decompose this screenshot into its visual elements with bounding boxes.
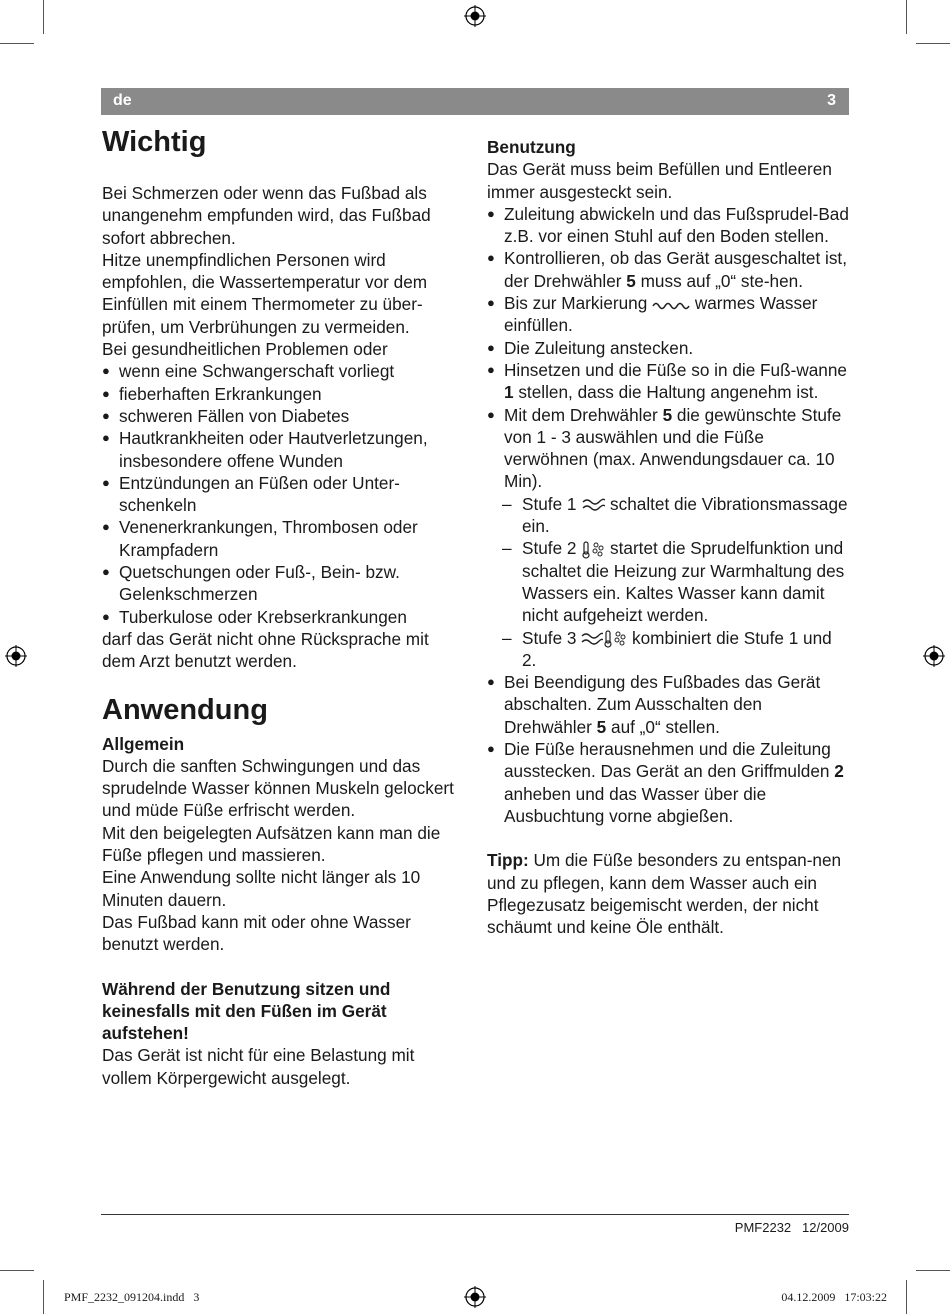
crop-mark bbox=[0, 1270, 34, 1271]
list-item: ● fieberhaften Erkrankungen bbox=[102, 383, 462, 405]
left-column bbox=[102, 125, 462, 1089]
registration-mark-icon bbox=[5, 645, 27, 667]
heading-wichtig: Wichtig bbox=[102, 126, 207, 158]
crop-mark bbox=[43, 0, 44, 34]
sub-list-item: – Stufe 2 startet die Sprudelfunktion und schaltet die Heizung zur Warmhaltung des Wassers ein. Kaltes Wasser kann damit nicht aufgeheizt werden. bbox=[487, 537, 849, 626]
subheading-benutzung: Benutzung bbox=[487, 137, 576, 157]
list-item: ● Mit dem Drehwähler 5 die gewünschte Stufe von 1 - 3 auswählen und die Füße verwöhnen (max. Anwendungsdauer ca. 10 Min). bbox=[487, 404, 849, 493]
list-item: ● Die Zuleitung anstecken. bbox=[487, 337, 849, 359]
crop-mark bbox=[906, 0, 907, 34]
registration-mark-icon bbox=[464, 1286, 486, 1308]
list-item: ● Zuleitung abwickeln und das Fußsprudel-Bad z.B. vor einen Stuhl auf den Boden stellen. bbox=[487, 203, 849, 248]
subheading-allgemein: Allgemein bbox=[102, 733, 185, 754]
wave-marking-icon bbox=[652, 299, 690, 311]
tip-paragraph: Tipp: Um die Füße besonders zu entspan-nen und zu pflegen, kann dem Wasser auch ein Pflegezusatz beigemischt werden, der nicht schäumt und keine Öle enthält. bbox=[487, 850, 842, 938]
list-item: ● Bis zur Markierung warmes Wasser einfüllen. bbox=[487, 292, 849, 337]
sub-list-item: – Stufe 1 schaltet die Vibrationsmassage ein. bbox=[487, 493, 849, 538]
list-item: ● Hautkrankheiten oder Hautverletzungen, insbesondere offene Wunden bbox=[102, 427, 462, 472]
vibration-icon bbox=[581, 497, 605, 513]
crop-mark bbox=[916, 1270, 950, 1271]
crop-mark bbox=[0, 43, 34, 44]
list-item: ● wenn eine Schwangerschaft vorliegt bbox=[102, 360, 462, 382]
list-item: ● Die Füße herausnehmen und die Zuleitung ausstecken. Das Gerät an den Griffmulden 2 anheben und das Wasser über die Ausbuchtung vorne abgießen. bbox=[487, 738, 849, 827]
thermometer-bubbles-icon bbox=[581, 541, 605, 559]
paragraph: Mit den beigelegten Aufsätzen kann man die Füße pflegen und massieren. bbox=[102, 822, 441, 866]
paragraph: Hitze unempfindlichen Personen wird empfohlen, die Wassertemperatur vor dem Einfüllen mit einem Thermometer zu über-prüfen, um Verbrühungen zu vermeiden. bbox=[102, 249, 428, 337]
paragraph: Das Fußbad kann mit oder ohne Wasser benutzt werden. bbox=[102, 911, 411, 955]
thermometer-bubbles-icon bbox=[603, 630, 627, 648]
crop-mark bbox=[916, 43, 950, 44]
paragraph: darf das Gerät nicht ohne Rücksprache mit dem Arzt benutzt werden. bbox=[102, 628, 429, 672]
paragraph: Bei gesundheitlichen Problemen oder bbox=[102, 339, 388, 360]
list-item: ● Quetschungen oder Fuß-, Bein- bzw. Gelenkschmerzen bbox=[102, 561, 462, 606]
heading-anwendung: Anwendung bbox=[102, 693, 268, 726]
warning-bold: Während der Benutzung sitzen und keinesfalls mit den Füßen im Gerät aufstehen! bbox=[102, 978, 391, 1044]
page-header-bar bbox=[101, 88, 849, 115]
list-item: ● schweren Fällen von Diabetes bbox=[102, 405, 462, 427]
paragraph: Bei Schmerzen oder wenn das Fußbad als unangenehm empfunden wird, das Fußbad sofort abbrechen. bbox=[102, 183, 431, 248]
print-slug-file: PMF_2232_091204.indd 3 bbox=[64, 1290, 200, 1304]
sub-list-item: – Stufe 3 kombiniert die Stufe 1 und 2. bbox=[487, 627, 849, 672]
print-slug-date: 04.12.2009 17:03:22 bbox=[781, 1290, 887, 1304]
paragraph: Durch die sanften Schwingungen und das sprudelnde Wasser können Muskeln gelockert und müde Füße erfrischt werden. bbox=[102, 755, 454, 821]
list-item: ● Entzündungen an Füßen oder Unter-schenkeln bbox=[102, 472, 462, 517]
list-item: ● Kontrollieren, ob das Gerät ausgeschaltet ist, der Drehwähler 5 muss auf „0“ ste-hen. bbox=[487, 247, 849, 292]
crop-mark bbox=[906, 1280, 907, 1314]
page-number: 3 bbox=[827, 92, 836, 109]
registration-mark-icon bbox=[464, 5, 486, 27]
vibration-icon bbox=[581, 631, 603, 647]
right-column bbox=[487, 136, 849, 938]
list-item: ● Tuberkulose oder Krebserkrankungen bbox=[102, 606, 462, 628]
list-item: ● Bei Beendigung des Fußbades das Gerät abschalten. Zum Ausschalten den Drehwähler 5 auf „0“ stellen. bbox=[487, 671, 849, 738]
registration-mark-icon bbox=[923, 645, 945, 667]
footer-rule bbox=[101, 1214, 849, 1215]
tip-label: Tipp: bbox=[487, 850, 529, 871]
paragraph: Das Gerät muss beim Befüllen und Entleeren immer ausgesteckt sein. bbox=[487, 159, 832, 202]
paragraph: Eine Anwendung sollte nicht länger als 10 Minuten dauern. bbox=[102, 867, 421, 910]
model-date: PMF2232 12/2009 bbox=[734, 1220, 849, 1235]
list-item: ● Hinsetzen und die Füße so in die Fuß-wanne 1 stellen, dass die Haltung angenehm ist. bbox=[487, 359, 849, 404]
language-code: de bbox=[113, 92, 132, 109]
crop-mark bbox=[43, 1280, 44, 1314]
list-item: ● Venenerkrankungen, Thrombosen oder Krampfadern bbox=[102, 516, 462, 561]
paragraph: Das Gerät ist nicht für eine Belastung mit vollem Körpergewicht ausgelegt. bbox=[102, 1045, 415, 1088]
